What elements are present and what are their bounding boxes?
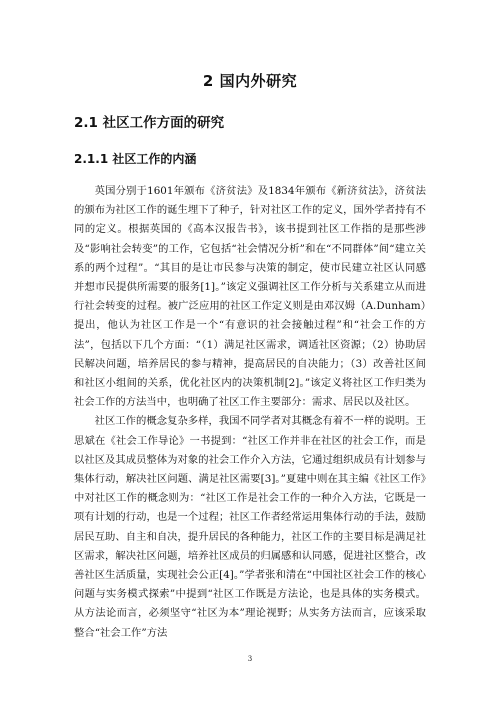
chapter-title: 2 国内外研究 [202,72,298,90]
page-number: 3 [247,655,253,663]
body-text [74,182,426,643]
section-title: 2.1 社区工作方面的研究 [74,115,225,131]
subsection-title: 2.1.1 社区工作的内涵 [74,152,197,166]
paragraph: 社区工作的概念复杂多样，我国不同学者对其概念有着不一样的说明。王思斌在《社会工作导论》一书提到：“社区工作并非在社区的社会工作，而是以社区及其成员整体为对象的社会工作介入方法，它通过组织成员有计划参与集体行动，解决社区问题、满足社区需要[3]。”夏建中则在其主编《社区工作》中对社区工作的概念则为：“社区工作是社会工作的一种介入方法，它既是一项有计划的行动，也是一个过程；社区工作者经常运用集体行动的手法，鼓励居民互助、自主和自决，提升居民的各种能力，社区工作的主要目标是满足社区需求，解决社区问题，培养社区成员的归属感和认同感，促进社区整合，改善社区生活质量，实现社会公正[4]。”学者张和清在“中国社区社会工作的核心问题与实务模式探索”中提到“社区工作既是方法论，也是具体的实务模式。从方法论而言，必须坚守“社区为本”理论视野；从实务方法而言，应该采取整合“社会工作”方法 [74,415,426,639]
paragraph: 英国分别于1601年颁布《济贫法》及1834年颁布《新济贫法》，济贫法的颁布为社区工作的诞生埋下了种子，针对社区工作的定义，国外学者持有不同的定义。根据英国的《高本汉报告书》，该书提到社区工作指的是那些涉及“影响社会转变”的工作，它包括“社会情况分析”和在“不同群体”间“建立关系的两个过程”。“其目的是让市民参与决策的制定，使市民建立社区认同感并想市民提供所需要的服务[1]。”该定义强调社区工作分析与关系建立从而进行社会转变的过程。被广泛应用的社区工作定义则是由邓汉姆（A.Dunham）提出，他认为社区工作是一个“有意识的社会接触过程”和“社会工作的方法”，包括以下几个方面：“（1）满足社区需求，调适社区资源；（2）协助居民解决问题，培养居民的参与精神，提高居民的自决能力；（3）改善社区间和社区小组间的关系，优化社区内的决策机制[2]。”该定义将社区工作归类为社会工作的方法当中，也明确了社区工作主要部分：需求、居民以及社区。 [74,185,426,409]
